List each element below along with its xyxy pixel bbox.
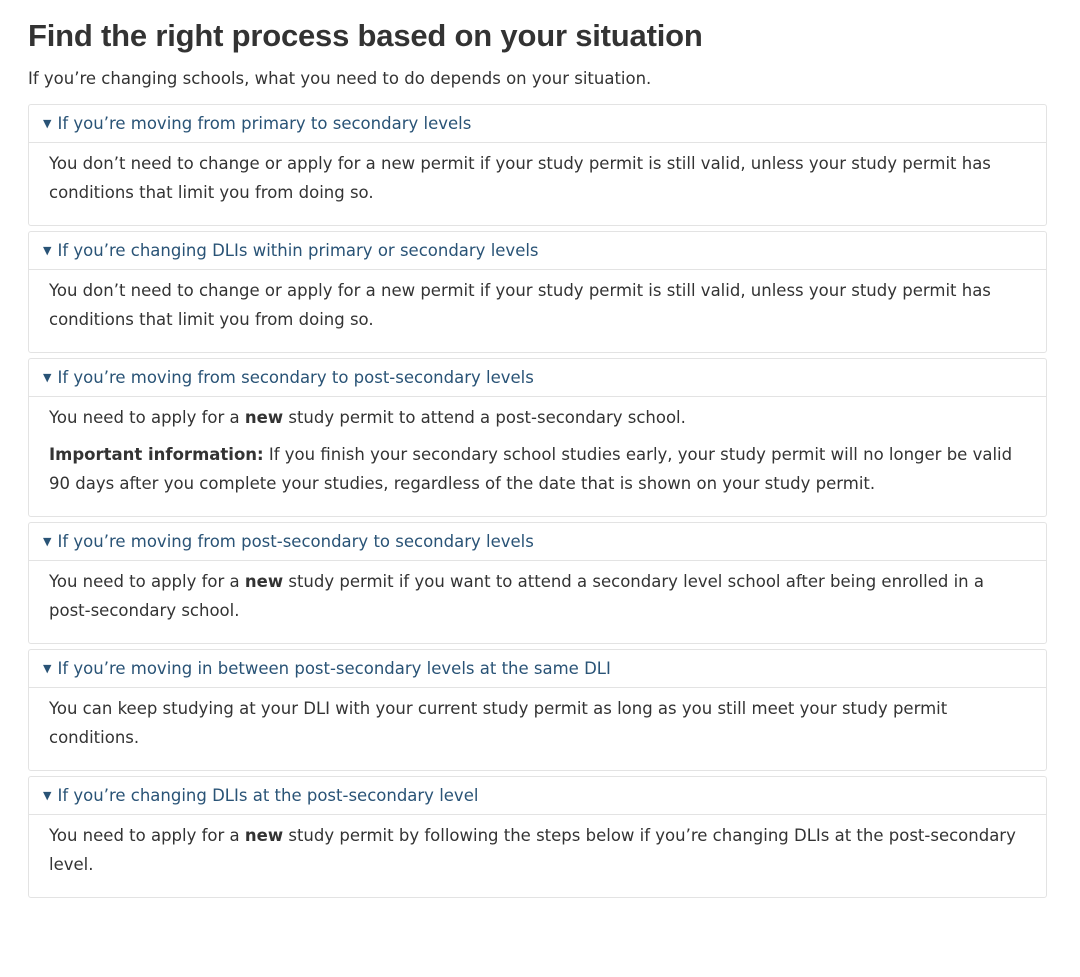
bold-new: new [244, 572, 284, 591]
details-body [29, 270, 1046, 352]
body-paragraph [49, 821, 1026, 879]
triangle-down-icon: ▼ [43, 117, 52, 130]
body-paragraph: You don’t need to change or apply for a new permit if your study permit is still valid, unless your study permit has conditions that limit you from doing so. [49, 281, 991, 329]
details-summary[interactable] [29, 359, 1046, 397]
details-summary[interactable] [29, 523, 1046, 561]
intro-text: If you’re changing schools, what you need to do depends on your situation. [28, 69, 652, 88]
details-summary[interactable] [29, 650, 1046, 688]
summary-label: If you’re moving from post-secondary to secondary levels [57, 532, 534, 551]
triangle-down-icon: ▼ [43, 789, 52, 802]
summary-label: If you’re moving in between post-secondary levels at the same DLI [57, 659, 611, 678]
triangle-down-icon: ▼ [43, 662, 52, 675]
summary-label: If you’re changing DLIs within primary or secondary levels [57, 241, 539, 260]
text-segment: You need to apply for a [49, 826, 245, 845]
details-summary[interactable] [29, 232, 1046, 270]
details-summary[interactable] [29, 777, 1046, 815]
details-summary[interactable] [29, 105, 1046, 143]
page-title: Find the right process based on your situation [28, 18, 703, 53]
bold-new: new [244, 408, 284, 427]
details-panel-same-dli [28, 649, 1047, 771]
details-panel-secondary-to-post-secondary [28, 358, 1047, 517]
details-panel-changing-dlis-primary-secondary [28, 231, 1047, 353]
details-body [29, 397, 1046, 516]
important-label: Important information: [49, 445, 264, 464]
text-segment: study permit if you want to attend a secondary level school after being enrolled in a post-secondary school. [49, 572, 984, 620]
details-body [29, 815, 1046, 897]
text-segment: If you finish your secondary school studies early, your study permit will no longer be valid 90 days after you complete your studies, regardless of the date that is shown on your study permit. [49, 445, 1013, 493]
details-body [29, 688, 1046, 770]
summary-label: If you’re changing DLIs at the post-secondary level [57, 786, 479, 805]
details-panel-primary-to-secondary [28, 104, 1047, 226]
text-segment: study permit to attend a post-secondary school. [283, 408, 686, 427]
triangle-down-icon: ▼ [43, 535, 52, 548]
triangle-down-icon: ▼ [43, 244, 52, 257]
body-paragraph: You don’t need to change or apply for a new permit if your study permit is still valid, unless your study permit has conditions that limit you from doing so. [49, 154, 991, 202]
body-paragraph [49, 567, 1026, 625]
triangle-down-icon: ▼ [43, 371, 52, 384]
details-panel-changing-dlis-post-secondary [28, 776, 1047, 898]
body-paragraph [49, 403, 1026, 432]
text-segment: You need to apply for a [49, 572, 245, 591]
bold-new: new [244, 826, 284, 845]
text-segment: You need to apply for a [49, 408, 245, 427]
important-paragraph [49, 440, 1026, 498]
summary-label: If you’re moving from secondary to post-secondary levels [57, 368, 534, 387]
body-paragraph: You can keep studying at your DLI with your current study permit as long as you still meet your study permit conditions. [49, 699, 948, 747]
details-body [29, 143, 1046, 225]
details-body [29, 561, 1046, 643]
summary-label: If you’re moving from primary to secondary levels [57, 114, 472, 133]
details-panel-post-secondary-to-secondary [28, 522, 1047, 644]
text-segment: study permit by following the steps below if you’re changing DLIs at the post-secondary level. [49, 826, 1016, 874]
